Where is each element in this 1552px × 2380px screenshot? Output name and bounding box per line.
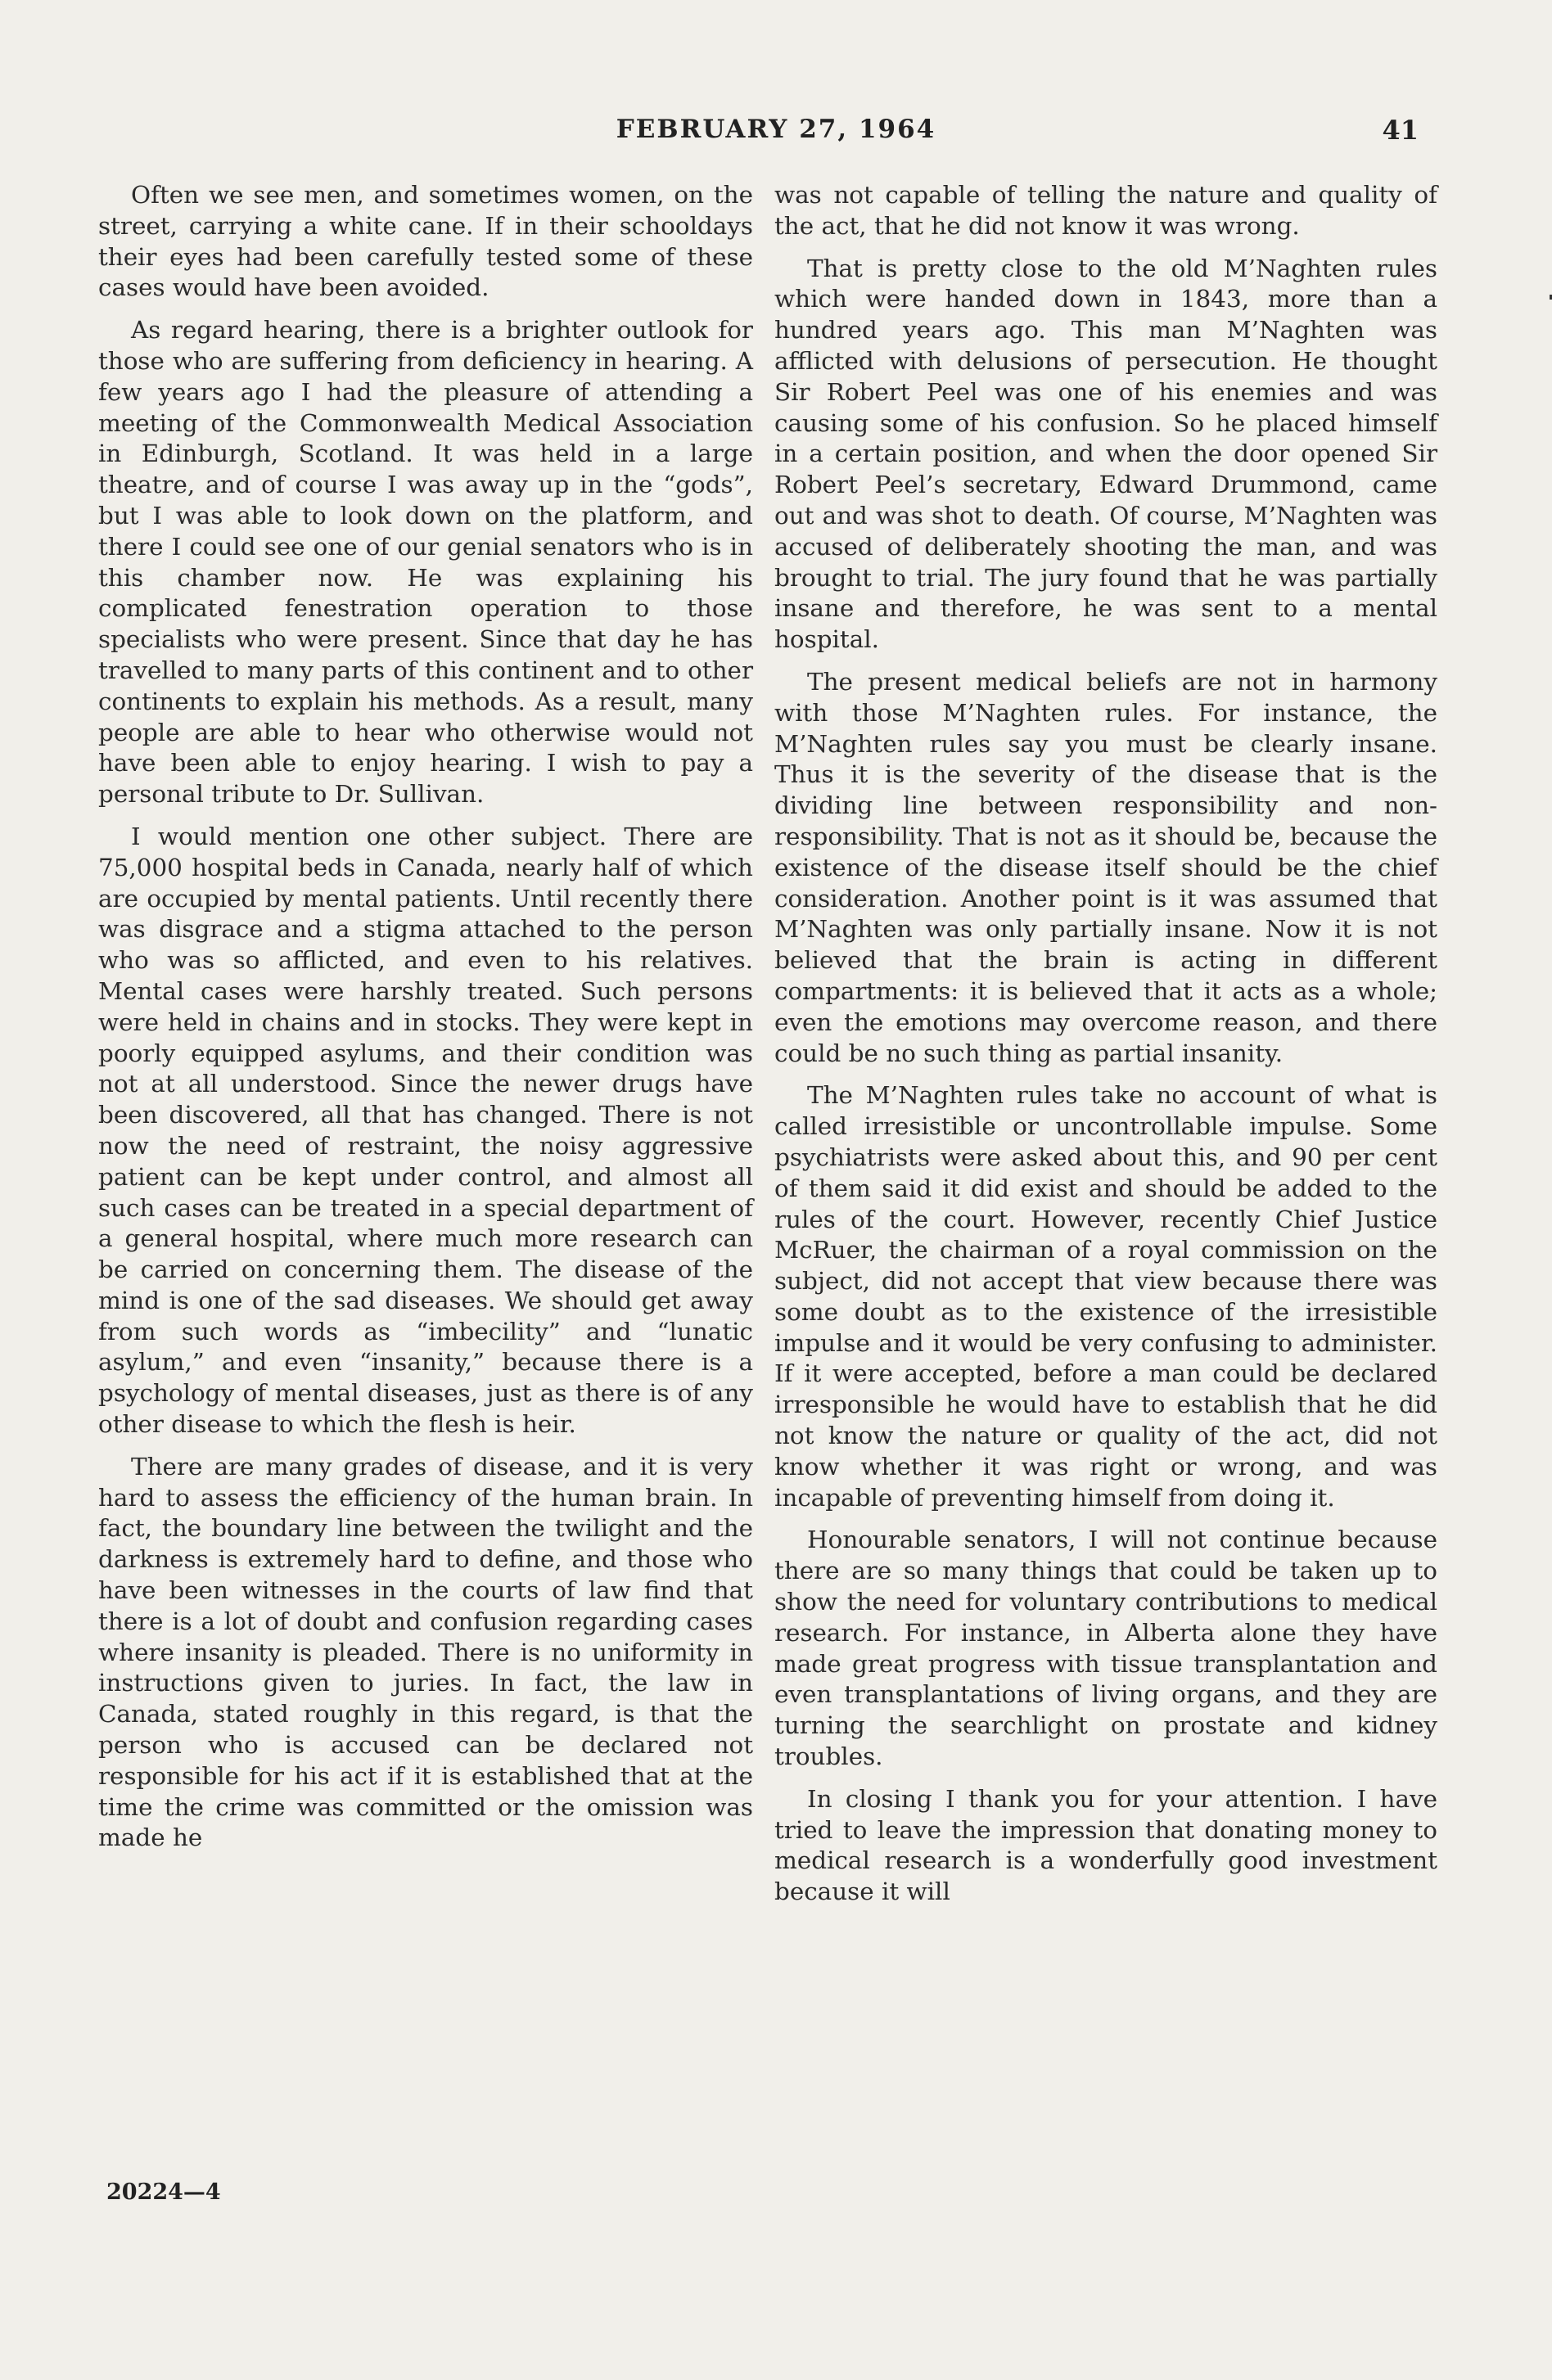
right-column: [774, 180, 1437, 1919]
page-number: 41: [1382, 115, 1419, 146]
page-header-date: FEBRUARY 27, 1964: [616, 115, 936, 144]
paragraph: was not capable of telling the nature and quality of the act, that he did not know it was wrong.: [774, 181, 1437, 240]
paragraph: I would mention one other subject. There are 75,000 hospital beds in Canada, nearly half of which are occupied by mental patients. Until recently there was disgrace and a stigma attached to the person who was so afflicted, and even to his relatives. Mental cases were harshly treated. Such persons were held in chains and in stocks. They were kept in poorly equipped asylums, and their condition was not at all understood. Since the newer drugs have been discovered, all that has changed. There is not now the need of restraint, the noisy aggressive patient can be kept under control, and almost all such cases can be treated in a special department of a general hospital, where much more research can be carried on concerning them. The disease of the mind is one of the sad diseases. We should get away from such words as “imbecility” and “lunatic asylum,” and even “insanity,” because there is a psychology of mental diseases, just as there is of any other disease to which the flesh is heir.: [98, 822, 753, 1439]
printer-signature: 20224—4: [106, 2179, 221, 2205]
paragraph: The M’Naghten rules take no account of what is called irresistible or uncontrollable impulse. Some psychiatrists were asked about this, and 90 per cent of them said it did exist and should be added to the rules of the court. However, recently Chief Justice McRuer, the chairman of a royal commission on the subject, did not accept that view because there was some doubt as to the existence of the irresistible impulse and it would be very confusing to administer. If it were accepted, before a man could be declared irresponsible he would have to establish that he did not know the nature or quality of the act, did not know whether it was right or wrong, and was incapable of preventing himself from doing it.: [774, 1081, 1437, 1512]
paragraph: Often we see men, and sometimes women, on the street, carrying a white cane. If in their schooldays their eyes had been carefully tested some of these cases would have been avoided.: [98, 181, 753, 302]
paragraph: Honourable senators, I will not continue because there are so many things that could be taken up to show the need for voluntary contributions to medical research. For instance, in Alberta alone they have made great progress with tissue transplantation and even transplantations of living organs, and they are turning the searchlight on prostate and kidney troubles.: [774, 1526, 1437, 1771]
paragraph: That is pretty close to the old M’Naghten rules which were handed down in 1843, more than a hundred years ago. This man M’Naghten was afflicted with delusions of persecution. He thought Sir Robert Peel was one of his enemies and was causing some of his confusion. So he placed himself in a certain position, and when the door opened Sir Robert Peel’s secretary, Edward Drummond, came out and was shot to death. Of course, M’Naghten was accused of deliberately shooting the man, and was brought to trial. The jury found that he was partially insane and therefore, he was sent to a mental hospital.: [774, 254, 1437, 654]
paragraph: As regard hearing, there is a brighter outlook for those who are suffering from deficiency in hearing. A few years ago I had the pleasure of attending a meeting of the Commonwealth Medical Association in Edinburgh, Scotland. It was held in a large theatre, and of course I was away up in the “gods”, but I was able to look down on the platform, and there I could see one of our genial senators who is in this chamber now. He was explaining his complicated fenestration operation to those specialists who were present. Since that day he has travelled to many parts of this continent and to other continents to explain his methods. As a result, many people are able to hear who otherwise would not have been able to enjoy hearing. I wish to pay a personal tribute to Dr. Sullivan.: [98, 316, 753, 809]
paragraph: The present medical beliefs are not in harmony with those M’Naghten rules. For instance, the M’Naghten rules say you must be clearly insane. Thus it is the severity of the disease that is the dividing line between responsibility and non-responsibility. That is not as it should be, because the existence of the disease itself should be the chief consideration. Another point is it was assumed that M’Naghten was only partially insane. Now it is not believed that the brain is acting in different compartments: it is believed that it acts as a whole; even the emotions may overcome reason, and there could be no such thing as partial insanity.: [774, 667, 1437, 1067]
paragraph: There are many grades of disease, and it is very hard to assess the efficiency of the human brain. In fact, the boundary line between the twilight and the darkness is extremely hard to define, and those who have been witnesses in the courts of law find that there is a lot of doubt and confusion regarding cases where insanity is pleaded. There is no uniformity in instructions given to juries. In fact, the law in Canada, stated roughly in this regard, is that the person who is accused can be declared not responsible for his act if it is established that at the time the crime was committed or the omission was made he: [98, 1452, 753, 1852]
left-column: [98, 180, 753, 1865]
paragraph: In closing I thank you for your attention. I have tried to leave the impression that donating money to medical research is a wonderfully good investment because it will: [774, 1784, 1437, 1906]
